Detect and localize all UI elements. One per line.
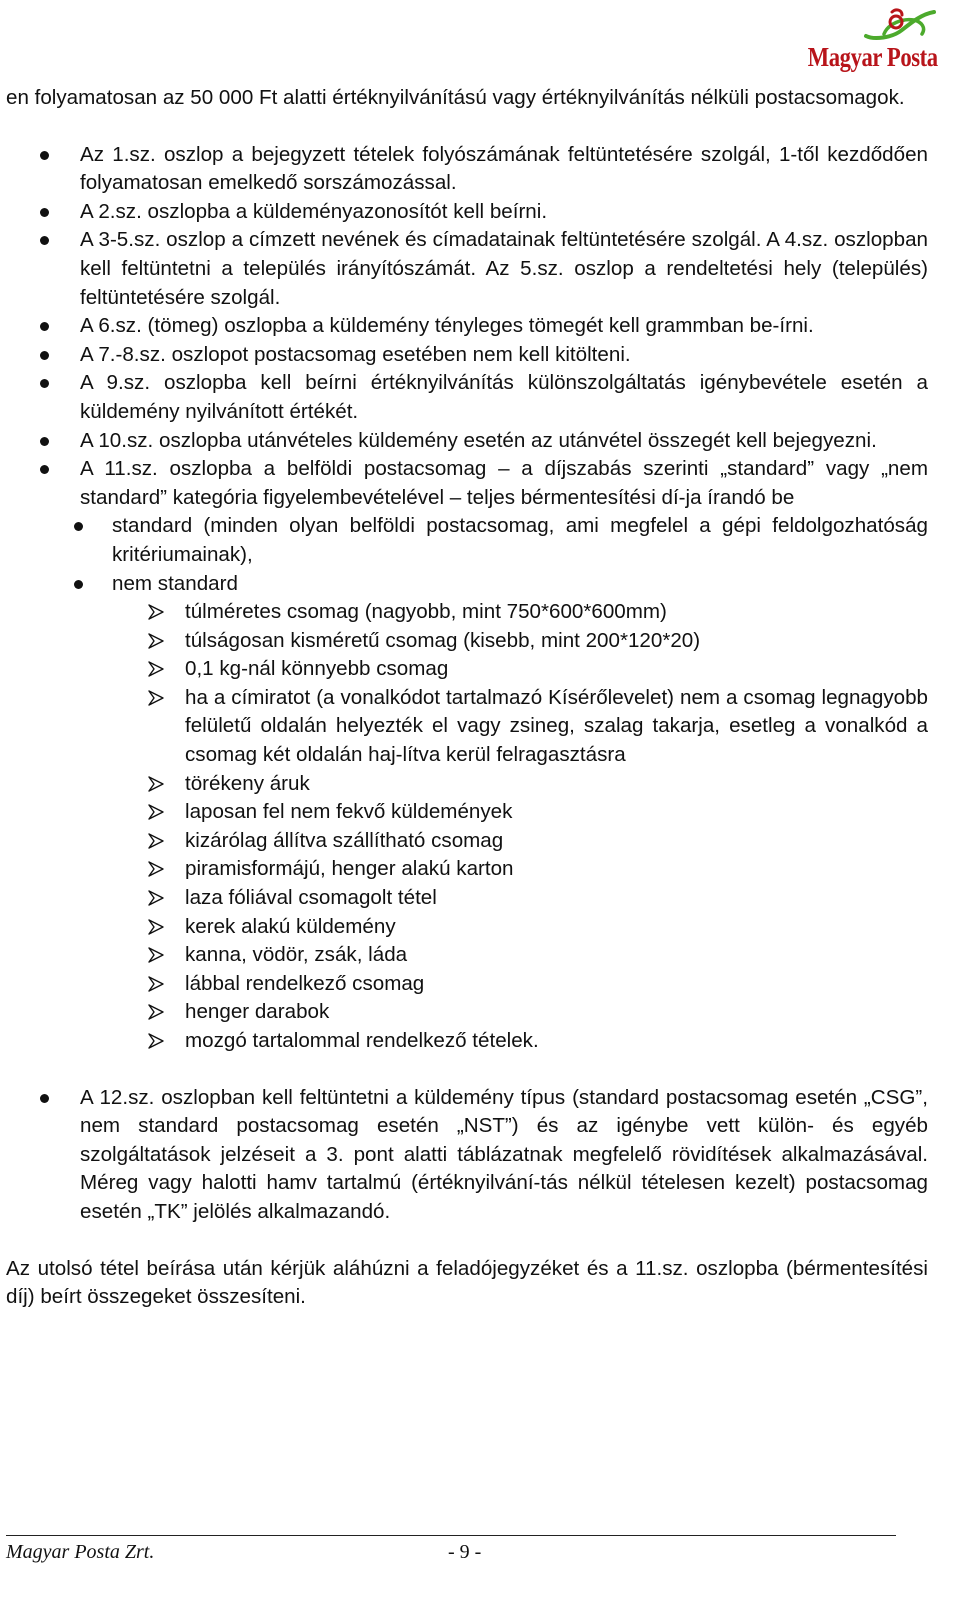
criteria-item: kerek alakú küldemény xyxy=(112,913,928,942)
list-item: A 3-5.sz. oszlop a címzett nevének és címadatainak feltüntetésére szolgál. A 4.sz. oszlopban kell feltüntetni a település irányítószámát. Az 5.sz. oszlop a rendeltetési hely (település) feltüntetésére szolgál. xyxy=(6,226,928,312)
arrow-bullet-icon xyxy=(148,661,165,677)
arrow-bullet-icon xyxy=(148,890,165,906)
arrow-bullet-icon xyxy=(148,861,165,877)
criteria-item: ha a címiratot (a vonalkódot tartalmazó Kísérőlevelet) nem a csomag legnagyobb felületű oldalán helyezték el vagy zsineg, szalag takarja, esetleg a vonalkód a csomag két oldalán haj-lítva kerül felragasztásra xyxy=(112,684,928,770)
page-number: - 9 - xyxy=(448,1541,482,1563)
arrow-bullet-icon xyxy=(148,1033,165,1049)
criteria-item: kizárólag állítva szállítható csomag xyxy=(112,827,928,856)
arrow-bullet-icon xyxy=(148,633,165,649)
criteria-item: túlméretes csomag (nagyobb, mint 750*600*600mm) xyxy=(112,598,928,627)
bullet-icon xyxy=(40,322,49,331)
list-item: A 12.sz. oszlopban kell feltüntetni a küldemény típus (standard postacsomag esetén „CSG”, nem standard postacsomag esetén „NST”) és az igénybe vett külön- és egyéb szolgáltatások jelzéseit a 3. pont alatti táblázatnak megfelelő rövidítések alkalmazásával. Méreg vagy halotti hamv tartalmú (értéknyilvání-tás nélkül tételesen kezelt) postacsomag esetén „TK” jelölés alkalmazandó. xyxy=(6,1084,928,1227)
criteria-item: laposan fel nem fekvő küldemények xyxy=(112,798,928,827)
arrow-bullet-icon xyxy=(148,690,165,706)
bullet-icon xyxy=(40,379,49,388)
bullet-icon xyxy=(40,236,49,245)
list-item: A 11.sz. oszlopba a belföldi postacsomag – a díjszabás szerinti „standard” vagy „nem standard” kategória figyelembevételével – teljes bérmentesítési dí-ja írandó be standard (minden olyan belföldi postacsomag, ami megfelel a gépi feldolgozhatóság kritériumainak), nem standard túlméretes csomag (nagyobb, mint 750*600*600mm) túlságosan kisméretű csomag (kisebb, mint 200*120*20) 0,1 kg-nál könnyebb csomag ha a címiratot (a vonalkódot tartalmazó Kísérőlevelet) nem a csomag legnagyobb felületű oldalán helyezték el vagy zsineg, szalag takarja, esetleg a vonalkód a csomag két oldalán haj-lítva kerül felragasztásra törékeny áruk laposan fel nem fekvő küldemények kizárólag állítva szállítható csomag piramisformájú, henger alakú karton laza fóliával csomagolt tétel kerek alakú küldemény kanna, vödör, zsák, láda lábbal rendelkező csomag henger darabok mozgó tartalommal rendelkező tételek. xyxy=(6,455,928,1055)
arrow-bullet-icon xyxy=(148,1004,165,1020)
criteria-item: törékeny áruk xyxy=(112,770,928,799)
bullet-icon xyxy=(40,151,49,160)
arrow-bullet-icon xyxy=(148,604,165,620)
bullet-icon xyxy=(40,1094,49,1103)
post-horn-icon xyxy=(862,6,938,44)
arrow-bullet-icon xyxy=(148,947,165,963)
magyar-posta-logo xyxy=(788,6,938,74)
logo-wordmark: Magyar Posta xyxy=(808,42,938,72)
criteria-item: túlságosan kisméretű csomag (kisebb, mint 200*120*20) xyxy=(112,627,928,656)
arrow-bullet-icon xyxy=(148,833,165,849)
criteria-item: 0,1 kg-nál könnyebb csomag xyxy=(112,655,928,684)
sub-list-item: nem standard túlméretes csomag (nagyobb, mint 750*600*600mm) túlságosan kisméretű csomag (kisebb, mint 200*120*20) 0,1 kg-nál könnyebb csomag ha a címiratot (a vonalkódot tartalmazó Kísérőlevelet) nem a csomag legnagyobb felületű oldalán helyezték el vagy zsineg, szalag takarja, esetleg a vonalkód a csomag két oldalán haj-lítva kerül felragasztásra törékeny áruk laposan fel nem fekvő küldemények kizárólag állítva szállítható csomag piramisformájú, henger alakú karton laza fóliával csomagolt tétel kerek alakú küldemény kanna, vödör, zsák, láda lábbal rendelkező csomag henger darabok mozgó tartalommal rendelkező tételek. xyxy=(80,570,928,1056)
list-item: A 6.sz. (tömeg) oszlopba a küldemény tényleges tömegét kell grammban be-írni. xyxy=(6,312,928,341)
nonstandard-criteria-list xyxy=(112,598,928,1056)
criteria-item: piramisformájú, henger alakú karton xyxy=(112,855,928,884)
footer-company: Magyar Posta Zrt. xyxy=(6,1541,155,1563)
footer-divider xyxy=(6,1535,896,1536)
list-item: A 2.sz. oszlopba a küldeményazonosítót kell beírni. xyxy=(6,198,928,227)
list-item: A 9.sz. oszlopba kell beírni értéknyilvánítás különszolgáltatás igénybevétele esetén a küldemény nyilvánított értékét. xyxy=(6,369,928,426)
list-item: A 7.-8.sz. oszlopot postacsomag esetében nem kell kitölteni. xyxy=(6,341,928,370)
arrow-bullet-icon xyxy=(148,804,165,820)
bullet-icon xyxy=(40,351,49,360)
criteria-item: laza fóliával csomagolt tétel xyxy=(112,884,928,913)
criteria-item: henger darabok xyxy=(112,998,928,1027)
bullet-icon xyxy=(40,437,49,446)
document-body xyxy=(6,84,928,1312)
arrow-bullet-icon xyxy=(148,776,165,792)
sub-list-item: standard (minden olyan belföldi postacsomag, ami megfelel a gépi feldolgozhatóság kritériumainak), xyxy=(80,512,928,569)
list-item: A 10.sz. oszlopba utánvételes küldemény esetén az utánvétel összegét kell bejegyezni. xyxy=(6,427,928,456)
package-category-list xyxy=(80,512,928,1055)
criteria-item: kanna, vödör, zsák, láda xyxy=(112,941,928,970)
list-item: Az 1.sz. oszlop a bejegyzett tételek folyószámának feltüntetésére szolgál, 1-től kezdődően folyamatosan emelkedő sorszámozással. xyxy=(6,141,928,198)
criteria-item: lábbal rendelkező csomag xyxy=(112,970,928,999)
arrow-bullet-icon xyxy=(148,919,165,935)
arrow-bullet-icon xyxy=(148,976,165,992)
criteria-item: mozgó tartalommal rendelkező tételek. xyxy=(112,1027,928,1056)
bullet-icon xyxy=(74,580,83,589)
column-instructions-list xyxy=(6,141,928,1227)
bullet-icon xyxy=(40,465,49,474)
intro-paragraph: en folyamatosan az 50 000 Ft alatti értéknyilvánítású vagy értéknyilvánítás nélküli postacsomagok. xyxy=(6,86,905,109)
bullet-icon xyxy=(40,208,49,217)
bullet-icon xyxy=(74,522,83,531)
closing-paragraph: Az utolsó tétel beírása után kérjük aláhúzni a feladójegyzéket és a 11.sz. oszlopba (bérmentesítési díj) beírt összegeket összesíteni. xyxy=(6,1256,928,1309)
